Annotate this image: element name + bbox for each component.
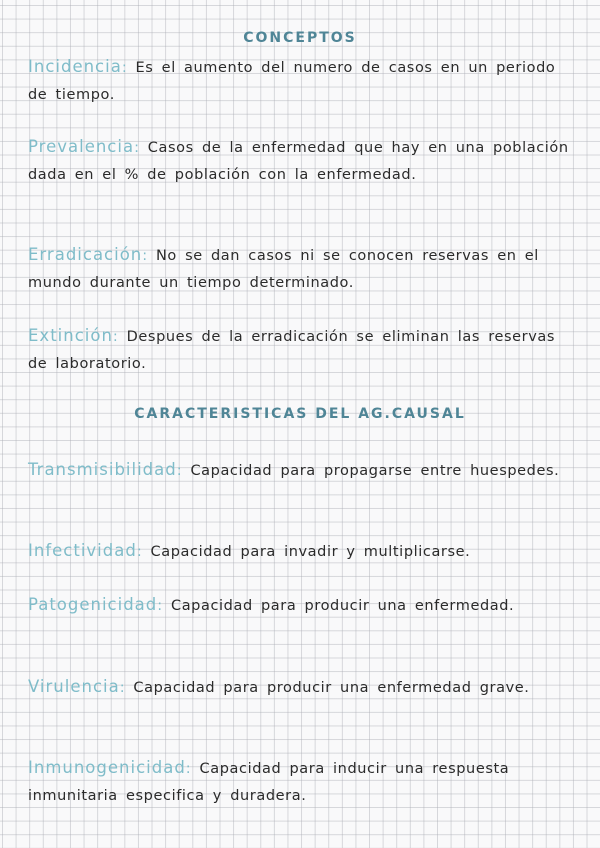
- entry-incidencia: Incidencia: Es el aumento del numero de casos en un periodo de tiempo.: [28, 57, 556, 103]
- definition-incidencia: Es el aumento del numero de casos en un periodo de tiempo.: [28, 60, 556, 103]
- entry-infectividad: Infectividad: Capacidad para invadir y multiplicarse.: [28, 541, 471, 560]
- entry-prevalencia: Prevalencia: Casos de la enfermedad que hay en una población dada en el % de población con la enfermedad.: [28, 137, 569, 183]
- definition-patogenicidad: Capacidad para producir una enfermedad.: [170, 598, 515, 614]
- entry-virulencia: Virulencia: Capacidad para producir una enfermedad grave.: [28, 677, 530, 696]
- term-transmisibilidad: Transmisibilidad: [28, 460, 177, 479]
- term-patogenicidad: Patogenicidad: [28, 595, 158, 614]
- entry-transmisibilidad: Transmisibilidad: Capacidad para propagarse entre huespedes.: [28, 460, 560, 479]
- term-virulencia: Virulencia: [28, 677, 120, 696]
- section-title-conceptos: CONCEPTOS: [243, 30, 357, 46]
- definition-infectividad: Capacidad para invadir y multiplicarse.: [150, 544, 471, 560]
- definition-virulencia: Capacidad para producir una enfermedad grave.: [133, 680, 530, 696]
- term-extincion: Extinción: [28, 326, 113, 345]
- entry-extincion: Extinción: Despues de la erradicación se eliminan las reservas de laboratorio.: [28, 326, 556, 372]
- term-prevalencia: Prevalencia: [28, 137, 135, 156]
- term-erradicacion: Erradicación: [28, 245, 143, 264]
- entry-erradicacion: Erradicación: No se dan casos ni se conocen reservas en el mundo durante un tiempo determinado.: [28, 245, 539, 291]
- entry-patogenicidad: Patogenicidad: Capacidad para producir una enfermedad.: [28, 595, 515, 614]
- entry-inmunogenicidad: Inmunogenicidad: Capacidad para inducir una respuesta inmunitaria especifica y duradera.: [28, 758, 510, 804]
- term-infectividad: Infectividad: [28, 541, 137, 560]
- section-title-caracteristicas: CARACTERISTICAS DEL AG.CAUSAL: [134, 406, 466, 422]
- definition-prevalencia: Casos de la enfermedad que hay en una población dada en el % de población con la enfermedad.: [28, 140, 569, 183]
- definition-extincion: Despues de la erradicación se eliminan las reservas de laboratorio.: [28, 329, 556, 372]
- term-incidencia: Incidencia: [28, 57, 122, 76]
- definition-inmunogenicidad: Capacidad para inducir una respuesta inmunitaria especifica y duradera.: [28, 761, 510, 804]
- definition-erradicacion: No se dan casos ni se conocen reservas en el mundo durante un tiempo determinado.: [28, 248, 539, 291]
- term-inmunogenicidad: Inmunogenicidad: [28, 758, 186, 777]
- definition-transmisibilidad: Capacidad para propagarse entre huespedes.: [190, 463, 560, 479]
